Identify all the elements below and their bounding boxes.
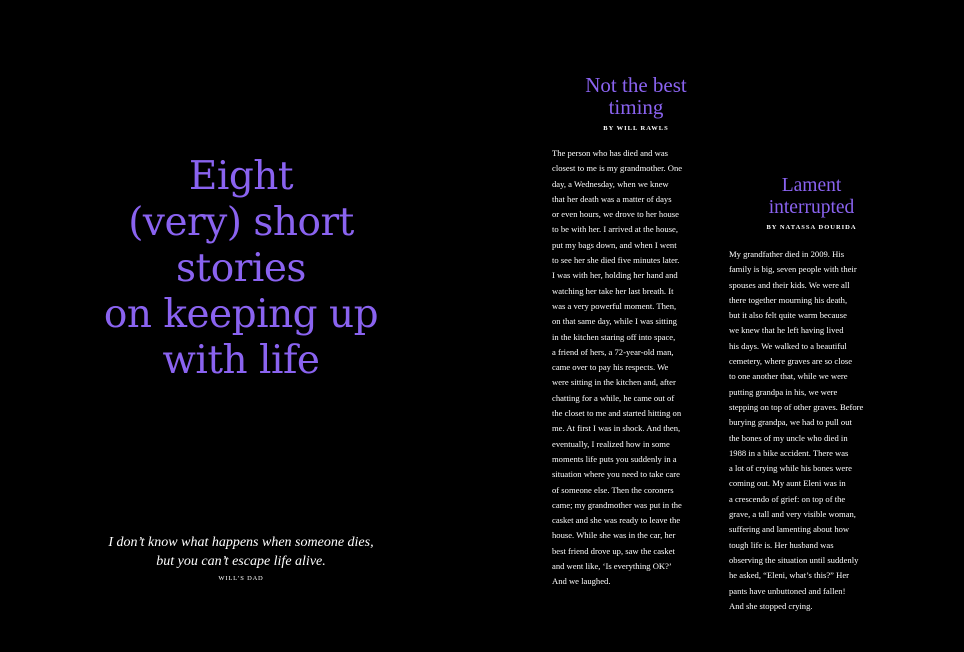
story-body-line: day, a Wednesday, when we knew xyxy=(552,178,669,189)
epigraph xyxy=(60,533,422,582)
story-body-line: And she stopped crying. xyxy=(729,600,813,611)
story-body-line: The person who has died and was xyxy=(552,148,668,158)
story-body-line: observing the situation until suddenly xyxy=(729,554,859,565)
story-body-line: moments life puts you suddenly in a xyxy=(552,453,677,464)
story-lament-interrupted xyxy=(729,175,894,614)
story-body-line: that her death was a matter of days xyxy=(552,193,672,204)
story-body-line: were sitting in the kitchen and, after xyxy=(552,377,676,388)
story-title xyxy=(542,74,730,118)
story-body-line: a crescendo of grief: on top of the xyxy=(729,493,846,504)
story-body-line: casket and she was ready to leave the xyxy=(552,515,681,526)
story-body-line: I was with her, holding her hand and xyxy=(552,270,678,281)
story-body-line: came over to pay his respects. We xyxy=(552,362,669,373)
story-title-line: interrupted xyxy=(768,197,855,218)
story-body-line: there together mourning his death, xyxy=(729,294,848,305)
story-body-line: cemetery, where graves are so close xyxy=(729,356,853,367)
story-body-line: closest to me is my grandmother. One xyxy=(552,163,683,174)
main-title-line: on keeping up xyxy=(103,292,379,337)
epigraph-attribution: WILL’S DAD xyxy=(218,575,264,582)
story-body-line: family is big, seven people with their xyxy=(729,264,857,275)
story-body-line: and went like, ‘Is everything OK?’ xyxy=(552,561,672,572)
story-body-line: but it also felt quite warm because xyxy=(729,310,847,321)
story-title-line: timing xyxy=(608,95,664,119)
story-byline: BY WILL RAWLS xyxy=(603,125,669,132)
story-title xyxy=(729,175,894,219)
story-body-line: burying grandpa, we had to pull out xyxy=(729,417,852,428)
story-body-line: situation where you need to take care xyxy=(552,469,680,480)
story-body-line: me. At first I was in shock. And then, xyxy=(552,423,681,434)
story-title-line: Lament xyxy=(781,175,842,196)
story-body-line: came; my grandmother was put in the xyxy=(552,499,682,510)
story-body-line: was a very powerful moment. Then, xyxy=(552,300,677,311)
main-title-line: with life xyxy=(162,338,320,383)
main-title-line: (very) short xyxy=(128,200,354,245)
story-body-line: tough life is. Her husband was xyxy=(729,539,834,550)
story-body-line: to be with her. I arrived at the house, xyxy=(552,224,679,235)
story-body-line: put my bags down, and when I went xyxy=(552,239,677,250)
story-title-line: Not the best xyxy=(585,73,687,97)
story-body-line: 1988 in a bike accident. There was xyxy=(729,447,849,458)
story-body-line: a lot of crying while his bones were xyxy=(729,463,852,474)
main-title xyxy=(60,154,422,384)
story-body-line: grave, a tall and very visible woman, xyxy=(729,509,856,520)
epigraph-quote xyxy=(60,533,422,571)
story-body-line: And we laughed. xyxy=(552,576,611,587)
quote-line: but you can’t escape life alive. xyxy=(156,554,326,569)
story-body-line: his days. We walked to a beautiful xyxy=(729,340,847,351)
story-body-line: or even hours, we drove to her house xyxy=(552,209,679,220)
story-body-line: we knew that he left having lived xyxy=(729,325,844,336)
story-body xyxy=(729,247,894,614)
quote-line: I don’t know what happens when someone dies, xyxy=(108,535,374,550)
story-body-line: a friend of hers, a 72-year-old man, xyxy=(552,346,674,357)
story-byline: BY NATASSA DOURIDA xyxy=(766,224,857,231)
story-body-line: stepping on top of other graves. Before xyxy=(729,401,864,412)
story-body-line: to one another that, while we were xyxy=(729,371,848,382)
story-body-line: he asked, “Eleni, what’s this?” Her xyxy=(729,570,850,581)
story-body-line: My grandfather died in 2009. His xyxy=(729,249,845,259)
story-body-line: putting grandpa in his, we were xyxy=(729,386,838,397)
main-title-line: stories xyxy=(176,246,306,291)
story-body-line: the bones of my uncle who died in xyxy=(729,432,848,443)
story-body-line: on that same day, while I was sitting xyxy=(552,316,677,327)
story-body-line: in the kitchen staring off into space, xyxy=(552,331,676,342)
story-body-line: suffering and lamenting about how xyxy=(729,524,850,535)
story-body-line: pants have unbuttoned and fallen! xyxy=(729,585,846,596)
story-body-line: watching her take her last breath. It xyxy=(552,285,674,296)
main-title-line: Eight xyxy=(188,154,294,199)
story-not-the-best-timing xyxy=(552,74,720,590)
story-body-line: to see her she died five minutes later. xyxy=(552,255,680,266)
story-body-line: eventually, I realized how in some xyxy=(552,438,670,449)
story-body-line: the closet to me and started hitting on xyxy=(552,408,682,419)
story-body-line: of someone else. Then the coroners xyxy=(552,484,674,495)
story-body-line: spouses and their kids. We were all xyxy=(729,279,850,290)
story-body-line: best friend drove up, saw the casket xyxy=(552,545,675,556)
story-body-line: chatting for a while, he came out of xyxy=(552,392,675,403)
story-body xyxy=(552,146,720,590)
story-body-line: coming out. My aunt Eleni was in xyxy=(729,478,846,489)
story-body-line: house. While she was in the car, her xyxy=(552,530,676,541)
